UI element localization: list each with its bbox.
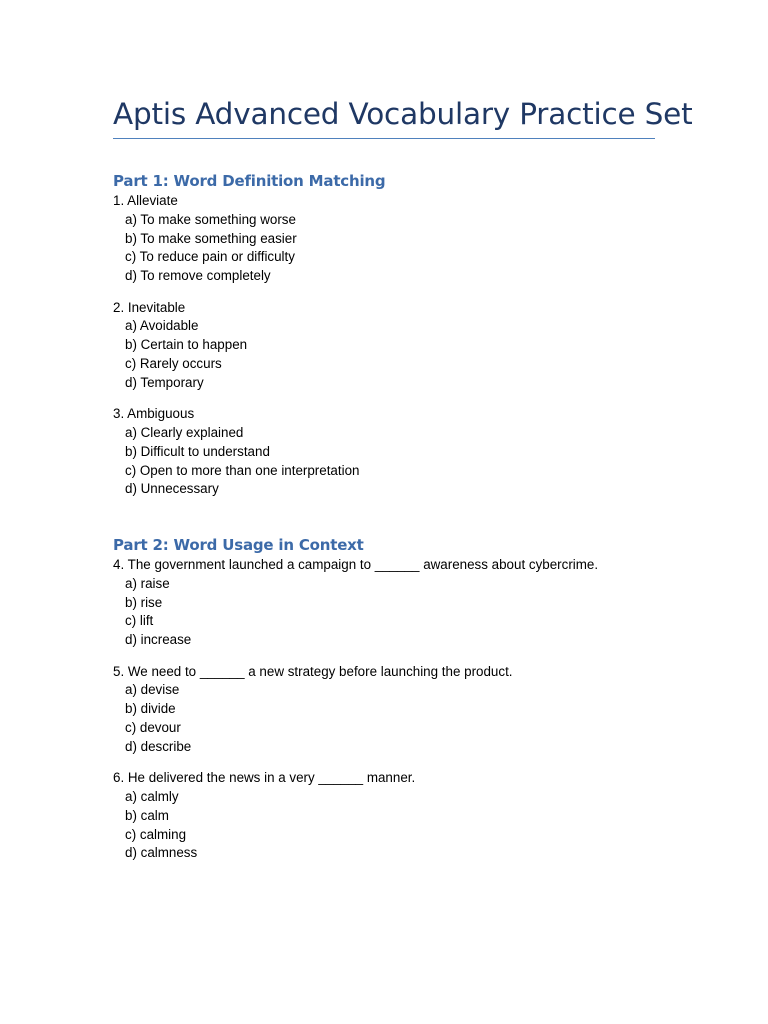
- section-heading: Part 1: Word Definition Matching: [113, 172, 386, 190]
- title-underline: [113, 138, 655, 139]
- question-stem: 3. Ambiguous: [113, 406, 195, 422]
- answer-option: b) Certain to happen: [125, 337, 248, 353]
- document-title: Aptis Advanced Vocabulary Practice Set: [113, 97, 693, 131]
- answer-option: a) Clearly explained: [125, 424, 244, 440]
- answer-option: a) To make something worse: [125, 211, 296, 227]
- question-4: [113, 556, 655, 650]
- answer-option: a) calmly: [125, 788, 179, 804]
- answer-option: d) To remove completely: [125, 268, 271, 284]
- question-stem: 5. We need to ______ a new strategy before launching the product.: [113, 663, 513, 679]
- answer-option: a) Avoidable: [125, 318, 199, 334]
- answer-option: d) describe: [125, 738, 192, 754]
- answer-option: b) To make something easier: [125, 230, 297, 246]
- question-stem: 1. Alleviate: [113, 193, 178, 208]
- question-1: [113, 192, 655, 286]
- answer-option: d) increase: [125, 632, 192, 648]
- question-stem: 2. Inevitable: [113, 299, 186, 315]
- answer-option: c) lift: [125, 613, 154, 629]
- question-2: [113, 299, 655, 393]
- section-part-2: [113, 534, 655, 863]
- section-heading: Part 2: Word Usage in Context: [113, 536, 364, 554]
- question-stem: 4. The government launched a campaign to ______ awareness about cybercrime.: [113, 557, 599, 572]
- answer-option: c) calming: [125, 826, 187, 842]
- answer-option: b) calm: [125, 807, 169, 823]
- question-6: [113, 769, 655, 863]
- answer-option: d) Unnecessary: [125, 481, 219, 497]
- answer-option: d) Temporary: [125, 374, 204, 390]
- section-part-1: [113, 170, 655, 499]
- answer-option: c) devour: [125, 719, 181, 735]
- answer-option: a) raise: [125, 575, 170, 591]
- question-3: [113, 405, 655, 499]
- answer-option: b) Difficult to understand: [125, 443, 270, 459]
- answer-option: a) devise: [125, 682, 180, 698]
- answer-option: d) calmness: [125, 845, 198, 861]
- question-5: [113, 663, 655, 757]
- answer-option: b) rise: [125, 594, 163, 610]
- answer-option: b) divide: [125, 701, 176, 717]
- answer-option: c) Rarely occurs: [125, 355, 222, 371]
- answer-option: c) To reduce pain or difficulty: [125, 249, 295, 265]
- question-stem: 6. He delivered the news in a very ______ manner.: [113, 770, 416, 786]
- answer-option: c) Open to more than one interpretation: [125, 462, 360, 478]
